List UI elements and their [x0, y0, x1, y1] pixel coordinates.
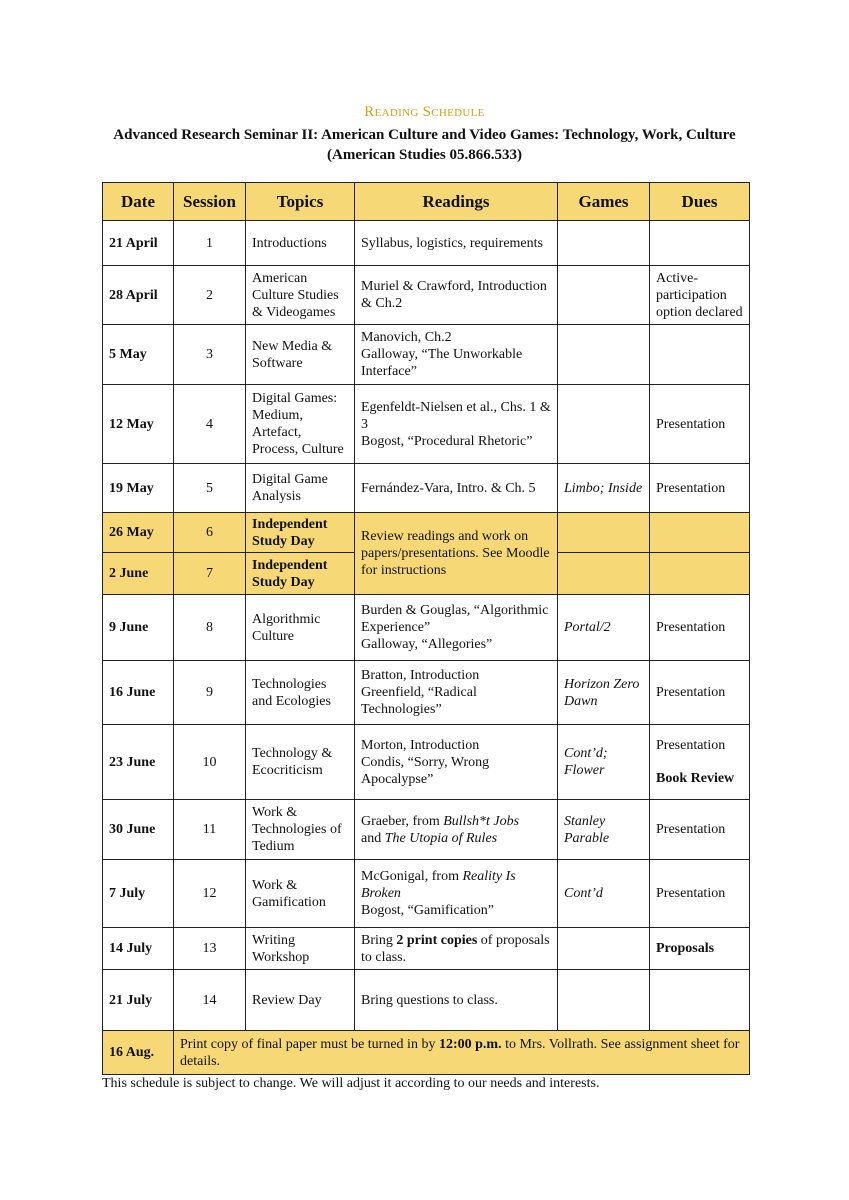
reading-title: Reality Is Broken	[361, 869, 516, 901]
row-session: 8	[174, 595, 246, 661]
table-row	[103, 266, 750, 325]
row-readings: Fernández-Vara, Intro. & Ch. 5	[355, 464, 558, 513]
row-date: 26 May	[103, 513, 174, 553]
row-games	[558, 800, 650, 860]
table-row	[103, 661, 750, 725]
final-text: Print copy of final paper must be turned in by	[180, 1036, 439, 1052]
row-topic: Work & Gamification	[246, 860, 355, 928]
row-dues	[650, 513, 750, 553]
document-subtitle	[0, 125, 849, 165]
row-games	[558, 266, 650, 325]
dues-item-bold: Proposals	[656, 941, 715, 956]
header-dues: Dues	[650, 183, 750, 221]
reading-text: of proposals to class.	[361, 932, 550, 965]
table-row	[103, 325, 750, 385]
reading-line: Condis, “Sorry, Wrong Apocalypse”	[361, 754, 490, 787]
table-row	[103, 385, 750, 464]
row-dues: Active-participation option declared	[650, 266, 750, 325]
row-dues: Presentation	[650, 595, 750, 661]
row-dues: Presentation	[650, 464, 750, 513]
row-readings	[355, 325, 558, 385]
table-header-row	[103, 183, 750, 221]
row-dues	[650, 970, 750, 1031]
row-dues	[650, 725, 750, 800]
row-readings	[355, 800, 558, 860]
row-session: 2	[174, 266, 246, 325]
reading-line: Bogost, “Gamification”	[361, 903, 494, 918]
row-session: 9	[174, 661, 246, 725]
row-topic: Work & Technologies of Tedium	[246, 800, 355, 860]
row-games	[558, 970, 650, 1031]
reading-line: Galloway, “The Unworkable Interface”	[361, 347, 523, 379]
row-date: 14 July	[103, 928, 174, 970]
row-readings	[355, 661, 558, 725]
row-readings	[355, 860, 558, 928]
row-games	[558, 928, 650, 970]
row-date: 12 May	[103, 385, 174, 464]
row-session: 10	[174, 725, 246, 800]
header-games: Games	[558, 183, 650, 221]
header-date: Date	[103, 183, 174, 221]
header-readings: Readings	[355, 183, 558, 221]
row-date: 21 July	[103, 970, 174, 1031]
table-row-final	[103, 1031, 750, 1075]
game-title: Portal/2	[564, 620, 611, 635]
reading-line: Bogost, “Procedural Rhetoric”	[361, 433, 533, 449]
row-games	[558, 325, 650, 385]
row-date: 30 June	[103, 800, 174, 860]
dues-item: Presentation	[656, 738, 726, 753]
row-readings-shared: Review readings and work on papers/presentations. See Moodle for instructions	[355, 513, 558, 595]
table-row	[103, 800, 750, 860]
row-readings	[355, 385, 558, 464]
row-date: 21 April	[103, 221, 174, 266]
row-games	[558, 221, 650, 266]
table-row	[103, 464, 750, 513]
row-session: 1	[174, 221, 246, 266]
reading-text: and	[361, 830, 385, 846]
row-date: 23 June	[103, 725, 174, 800]
row-games	[558, 464, 650, 513]
row-session: 11	[174, 800, 246, 860]
row-readings: Bring questions to class.	[355, 970, 558, 1031]
row-games	[558, 725, 650, 800]
reading-line: Burden & Gouglas, “Algorithmic Experience”	[361, 603, 549, 635]
reading-line: Morton, Introduction	[361, 737, 480, 753]
game-title: Cont’d	[564, 886, 603, 901]
row-topic	[246, 513, 355, 553]
course-title: Advanced Research Seminar II: American Culture and Video Games: Technology, Work, Culture	[113, 127, 736, 143]
final-deadline: 12:00 p.m.	[438, 1036, 502, 1052]
header-topics: Topics	[246, 183, 355, 221]
row-session: 14	[174, 970, 246, 1031]
row-session: 12	[174, 860, 246, 928]
dues-item-bold: Book Review	[656, 771, 735, 786]
reading-text: Graeber, from	[361, 813, 444, 829]
table-row	[103, 860, 750, 928]
header-session: Session	[174, 183, 246, 221]
row-date: 16 Aug.	[103, 1031, 174, 1075]
row-topic: Technology & Ecocriticism	[246, 725, 355, 800]
reading-text: McGonigal, from	[361, 869, 463, 884]
row-readings	[355, 725, 558, 800]
table-row	[103, 221, 750, 266]
row-date: 19 May	[103, 464, 174, 513]
reading-line: Manovich, Ch.2	[361, 330, 452, 345]
reading-line: Egenfeldt-Nielsen et al., Chs. 1 & 3	[361, 399, 551, 432]
topic-bold: Independent Study Day	[252, 516, 328, 549]
row-session: 3	[174, 325, 246, 385]
row-session: 7	[174, 553, 246, 595]
row-games	[558, 513, 650, 553]
row-topic: Digital Games: Medium, Artefact, Process, Culture	[246, 385, 355, 464]
row-topic: Review Day	[246, 970, 355, 1031]
final-text: to Mrs. Vollrath. See assignment sheet for details.	[180, 1036, 740, 1069]
table-row	[103, 595, 750, 661]
row-topic	[246, 553, 355, 595]
row-topic: Writing Workshop	[246, 928, 355, 970]
game-title: Horizon Zero Dawn	[564, 676, 640, 709]
row-readings	[355, 928, 558, 970]
game-note: Cont’d;	[564, 746, 608, 761]
row-dues	[650, 325, 750, 385]
document-title: Reading Schedule	[364, 104, 485, 120]
reading-bold: 2 print copies	[396, 932, 478, 948]
schedule-table	[102, 182, 750, 1075]
row-dues: Presentation	[650, 860, 750, 928]
row-topic: Technologies and Ecologies	[246, 661, 355, 725]
row-games	[558, 553, 650, 595]
row-dues: Presentation	[650, 800, 750, 860]
row-session: 13	[174, 928, 246, 970]
row-games	[558, 595, 650, 661]
row-dues: Presentation	[650, 385, 750, 464]
table-row	[103, 970, 750, 1031]
game-title: Flower	[564, 763, 605, 778]
row-topic: New Media & Software	[246, 325, 355, 385]
schedule-footnote: This schedule is subject to change. We will adjust it according to our needs and interests.	[102, 1076, 600, 1091]
game-title: Limbo; Inside	[564, 480, 643, 496]
row-topic: Introductions	[246, 221, 355, 266]
reading-line: Greenfield, “Radical Technologies”	[361, 685, 477, 717]
row-dues	[650, 928, 750, 970]
row-dues	[650, 553, 750, 595]
row-date: 2 June	[103, 553, 174, 595]
row-games	[558, 860, 650, 928]
course-code: (American Studies 05.866.533)	[327, 147, 522, 163]
table-row	[103, 928, 750, 970]
row-topic: Digital Game Analysis	[246, 464, 355, 513]
reading-line: Bratton, Introduction	[361, 668, 480, 683]
row-date: 9 June	[103, 595, 174, 661]
reading-text: Bring	[361, 932, 397, 948]
reading-title: The Utopia of Rules	[384, 830, 498, 846]
row-session: 5	[174, 464, 246, 513]
reading-line: Galloway, “Allegories”	[361, 637, 493, 652]
row-date: 7 July	[103, 860, 174, 928]
row-games	[558, 661, 650, 725]
table-row	[103, 725, 750, 800]
row-session: 6	[174, 513, 246, 553]
topic-bold: Independent Study Day	[252, 557, 328, 590]
row-date: 28 April	[103, 266, 174, 325]
table-row	[103, 513, 750, 553]
row-date: 5 May	[103, 325, 174, 385]
row-session: 4	[174, 385, 246, 464]
reading-title: Bullsh*t Jobs	[443, 813, 520, 829]
row-dues	[650, 221, 750, 266]
row-topic: Algorithmic Culture	[246, 595, 355, 661]
row-date: 16 June	[103, 661, 174, 725]
game-title: Stanley Parable	[564, 813, 610, 846]
row-readings	[355, 595, 558, 661]
final-paper-note	[174, 1031, 750, 1075]
row-topic: American Culture Studies & Videogames	[246, 266, 355, 325]
row-readings: Syllabus, logistics, requirements	[355, 221, 558, 266]
row-games	[558, 385, 650, 464]
row-dues: Presentation	[650, 661, 750, 725]
row-readings: Muriel & Crawford, Introduction & Ch.2	[355, 266, 558, 325]
